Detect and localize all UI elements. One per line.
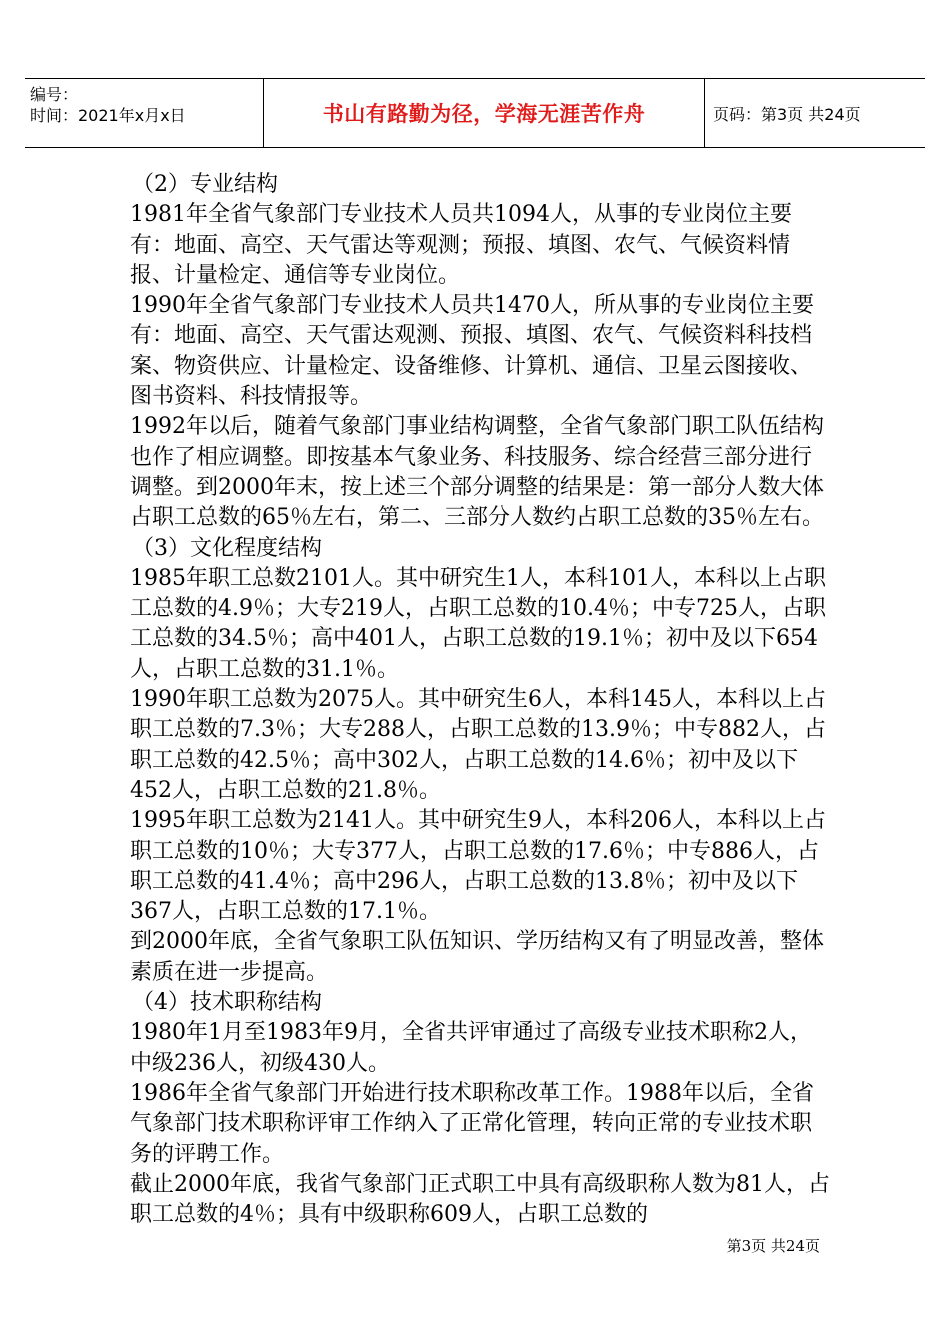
paragraph-2000-education: 到2000年底，全省气象职工队伍知识、学历结构又有了明显改善，整体素质在进一步提高。 <box>130 929 824 985</box>
header-motto-cell <box>264 78 705 148</box>
header-motto: 书山有路勤为径，学海无涯苦作舟 <box>322 102 646 126</box>
page-footer: 第3页 共24页 <box>726 1237 820 1255</box>
doc-time-line: 时间：2021年x月x日 <box>30 106 186 125</box>
header-meta-cell <box>25 78 264 148</box>
paragraph-1985-education: 1985年职工总数2101人。其中研究生1人，本科101人，本科以上占职工总数的4.9％；大专219人，占职工总数的10.4％；中专725人，占职工总数的34.5％；高中401人，占职工总数的19.1％；初中及以下654人，占职工总数的31.1％。 <box>130 565 826 682</box>
section-heading-major-structure: （2）专业结构 <box>132 172 278 197</box>
header-page-cell <box>705 78 925 148</box>
paragraph-1992-restructure: 1992年以后，随着气象部门事业结构调整，全省气象部门职工队伍结构也作了相应调整。即按基本气象业务、科技服务、综合经营三部分进行调整。到2000年末，按上述三个部分调整的结果是：第一部分人数大体占职工总数的65％左右，第二、三部分人数约占职工总数的35％左右。 <box>130 414 824 531</box>
paragraph-1986-reform: 1986年全省气象部门开始进行技术职称改革工作。1988年以后，全省气象部门技术职称评审工作纳入了正常化管理，转向正常的专业技术职务的评聘工作。 <box>130 1080 814 1167</box>
doc-number-label: 编号： <box>30 85 79 104</box>
paragraph-1980-titles: 1980年1月至1983年9月，全省共评审通过了高级专业技术职称2人，中级236人，初级430人。 <box>130 1020 812 1076</box>
section-heading-education-structure: （3）文化程度结构 <box>132 535 322 561</box>
paragraph-1995-education: 1995年职工总数为2141人。其中研究生9人，本科206人，本科以上占职工总数的10％；大专377人，占职工总数的17.6％；中专886人，占职工总数的41.4％；高中296人，占职工总数的13.8％；初中及以下367人，占职工总数的17.1％。 <box>130 808 826 925</box>
paragraph-2000-titles: 截止2000年底，我省气象部门正式职工中具有高级职称人数为81人，占职工总数的4％；具有中级职称609人，占职工总数的 <box>130 1171 830 1228</box>
section-heading-title-structure: （4）技术职称结构 <box>132 990 322 1016</box>
header-page-info: 页码：第3页 共24页 <box>713 104 861 124</box>
header-bottom-rule <box>25 147 925 148</box>
page-header <box>25 78 925 148</box>
paragraph-1990-staff: 1990年全省气象部门专业技术人员共1470人，所从事的专业岗位主要有：地面、高空、天气雷达观测、预报、填图、农气、气候资料科技档案、物资供应、计量检定、设备维修、计算机、通信、卫星云图接收、图书资料、科技情报等。 <box>130 293 814 410</box>
paragraph-1981-staff: 1981年全省气象部门专业技术人员共1094人，从事的专业岗位主要有：地面、高空、天气雷达等观测；预报、填图、农气、气候资料情报、计量检定、通信等专业岗位。 <box>130 202 792 288</box>
paragraph-1990-education: 1990年职工总数为2075人。其中研究生6人，本科145人，本科以上占职工总数的7.3％；大专288人，占职工总数的13.9％；中专882人，占职工总数的42.5％；高中302人，占职工总数的14.6％；初中及以下452人，占职工总数的21.8％。 <box>130 687 826 803</box>
document-body <box>130 170 830 1230</box>
